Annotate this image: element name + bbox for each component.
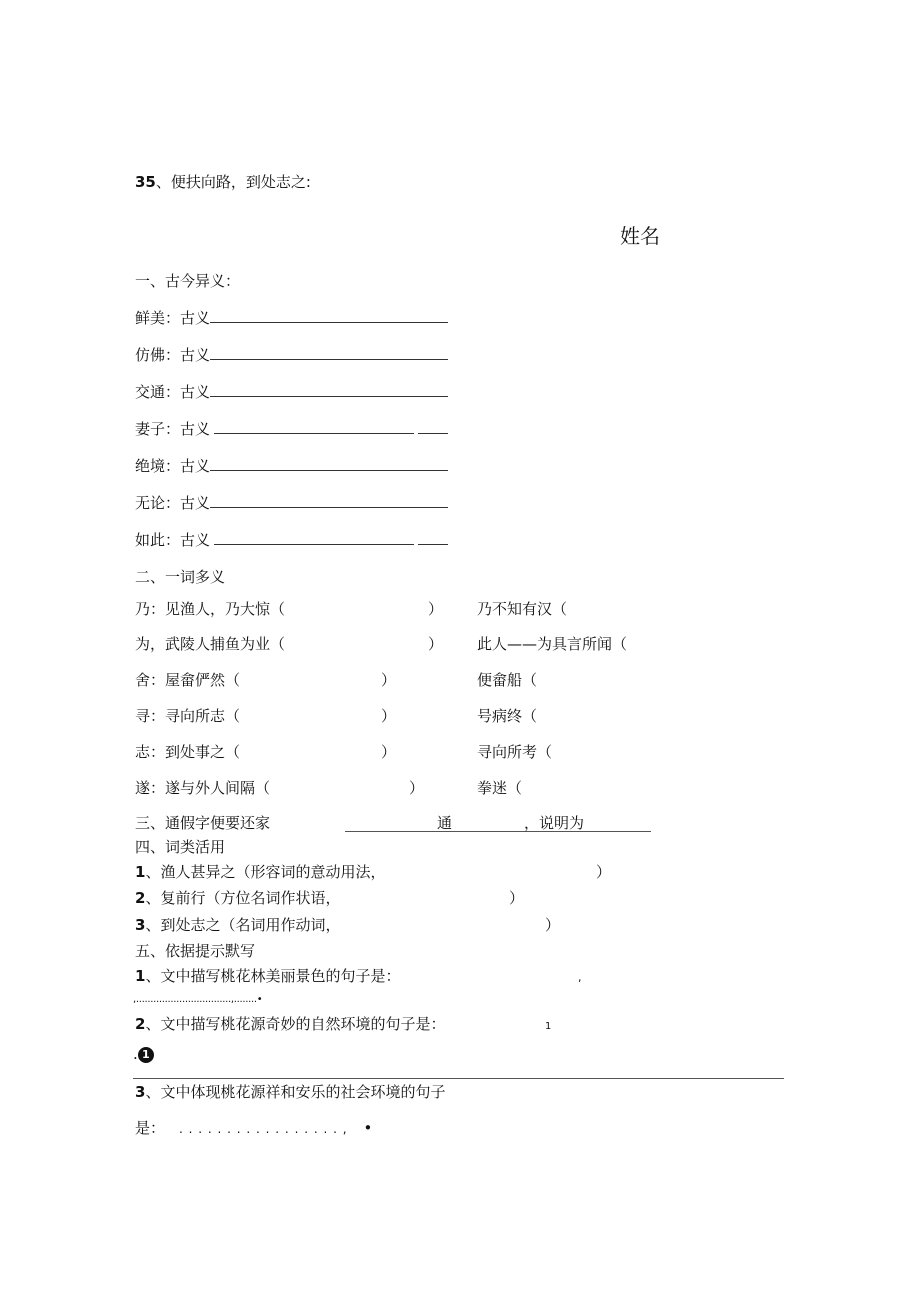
question-text: 、便扶向路，到处志之: [155,173,311,191]
item-text: 、复前行（方位名词作状语， [145,889,341,907]
answer-blank[interactable] [210,456,448,471]
answer-blank[interactable] [214,419,414,434]
item-text: 、文中体现桃花源祥和安乐的社会环境的句子 [145,1083,446,1101]
s2-row-2-right: 此人——为具言所闻（ [477,635,628,653]
s2-prompt: 志：到处事之（ [135,743,241,761]
s2-prompt: 舍：屋畲俨然（ [135,671,241,689]
s5-q3 [135,1082,445,1102]
section-divider [133,1078,784,1079]
s1-word: 无论：古义 [135,494,211,512]
s1-word: 绝境：古义 [135,457,211,475]
s1-word: 如此：古义 [135,531,211,549]
s5-q1-comma: , [578,971,582,984]
s2-row-1-left [135,599,285,619]
s1-item-3 [135,382,448,402]
s2-row-3-right: 便畲船（ [477,671,538,689]
s2-row-5-right: 寻向所考（ [477,743,553,761]
s2-row-5-left [135,742,240,762]
item-number: 1 [135,967,146,985]
s1-word: 鲜美：古义 [135,309,211,327]
s2-row-6-left [135,778,270,798]
s2-row-2-left [135,634,285,654]
s4-item-3 [135,915,340,935]
s2-row-6-close: ） [409,779,425,797]
lead-dot: . [133,1045,138,1063]
s2-prompt: 寻：寻向所志（ [135,707,241,725]
answer-dots: . . . . . . . . . . . . . . . . . , [179,1122,348,1136]
s2-row-4-left [135,706,240,726]
s2-prompt: 为，武陵人捕鱼为业（ [135,635,286,653]
s2-row-3-close: ） [381,671,397,689]
s5-q2-mark: 1 [545,1021,552,1032]
item-number: 3 [135,1083,146,1101]
answer-blank[interactable] [210,308,448,323]
section-3-title: 三、通假字便要还家 [135,814,271,832]
s4-item-2 [135,888,340,908]
s2-row-6-right: 拳迷（ [477,779,523,797]
s1-item-4 [135,419,448,439]
answer-blank[interactable] [210,345,448,360]
item-text: 、渔人甚异之（形容词的意动用法， [145,863,386,881]
answer-blank[interactable] [418,530,448,545]
s2-row-4-right: 号病终（ [477,707,538,725]
s5-q1 [135,966,400,986]
s4-item-2-close: ） [509,889,525,907]
tong-label: 通 [437,814,453,832]
item-number: 2 [135,1015,146,1033]
s2-row-5-close: ） [381,743,397,761]
s1-item-5 [135,456,448,476]
s1-word: 交通：古义 [135,383,211,401]
question-35 [135,172,311,192]
s5-q2-answer-line[interactable] [133,1044,154,1064]
s1-item-7 [135,530,448,550]
s1-word: 妻子：古义 [135,420,211,438]
s2-prompt: 遂：遂与外人间隔（ [135,779,271,797]
s2-row-3-left [135,670,240,690]
section-5-title: 五、依据提示默写 [135,942,256,960]
item-text: 、到处志之（名词用作动词， [145,916,341,934]
bullet: • [363,1119,373,1137]
circled-number-icon: 1 [138,1047,154,1063]
s2-row-2-close: ） [428,635,444,653]
shi-label: 是： [135,1119,166,1137]
question-number: 35 [135,173,156,191]
s4-item-1-close: ） [596,863,612,881]
section-2-title: 二、一词多义 [135,568,226,586]
s2-row-1-right: 乃不知有汉（ [477,600,568,618]
s4-item-3-close: ） [545,916,561,934]
s1-item-1 [135,308,448,328]
answer-blank[interactable] [210,493,448,508]
item-text: 、文中描写桃花源奇妙的自然环境的句子是： [145,1015,446,1033]
s2-row-4-close: ） [381,707,397,725]
section-1-title: 一、古今异义： [135,272,241,290]
answer-blank[interactable] [214,530,414,545]
s5-q1-answer-dots[interactable]: ,.................................,........• [133,994,263,1005]
item-text: 、文中描写桃花林美丽景色的句子是： [145,967,401,985]
shuoming-label: ，说明为 [524,814,585,832]
s2-row-1-close: ） [428,600,444,618]
s1-item-6 [135,493,448,513]
answer-blank[interactable] [210,382,448,397]
s5-q3-answer-line[interactable] [135,1118,372,1139]
name-label: 姓名 [620,224,660,248]
answer-blank[interactable] [418,419,448,434]
s1-word: 仿佛：古义 [135,346,211,364]
item-number: 2 [135,889,146,907]
item-number: 1 [135,863,146,881]
s1-item-2 [135,345,448,365]
section-4-title: 四、词类活用 [135,838,226,856]
s2-prompt: 乃：见渔人，乃大惊（ [135,600,286,618]
tongjia-underline [345,831,651,832]
s5-q2 [135,1014,445,1034]
s4-item-1 [135,862,385,882]
item-number: 3 [135,916,146,934]
